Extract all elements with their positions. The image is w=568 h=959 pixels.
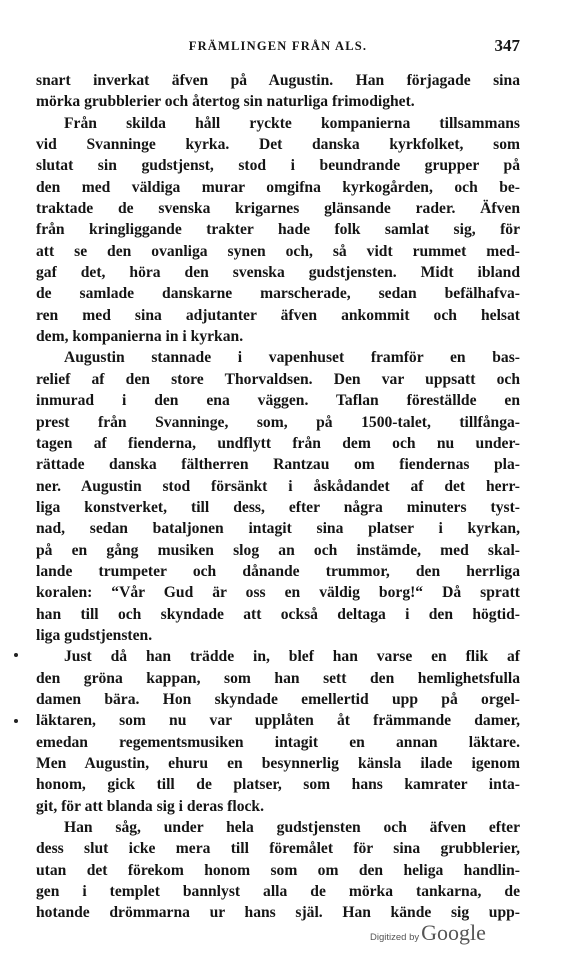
text-line: koralen: “Vår Gud är oss en väldig borg!“ Då spratt <box>36 584 520 602</box>
text-line: att se den ovanliga synen och, så vidt rummet med- <box>36 242 520 260</box>
text-line: rättade danska fältherren Rantzau om fiendernas pla- <box>36 456 520 474</box>
text-line: ner. Augustin stod försänkt i åskådandet af det herr- <box>36 477 520 495</box>
page-number: 347 <box>494 36 520 55</box>
text-line: Från skilda håll ryckte kompanierna tillsammans <box>64 114 520 132</box>
text-line: dess slut icke mera till föremålet för sina grubblerier, <box>36 840 520 858</box>
text-line: gaf det, höra den svenska gudstjensten. Midt ibland <box>36 264 520 282</box>
text-line: prest från Svanninge, som, på 1500-talet, tillfånga- <box>36 413 520 431</box>
text-line: Men Augustin, ehuru en besynnerlig känsla ilade igenom <box>36 755 520 772</box>
text-line: Han såg, under hela gudstjensten och äfven efter <box>64 819 520 837</box>
text-line: de samlade danskarne marscherade, sedan befälhafva- <box>36 285 520 303</box>
digitized-by-watermark <box>370 920 486 946</box>
text-line: lande trumpeter och dånande trummor, den herrliga <box>36 562 520 580</box>
digitized-label: Digitized by <box>370 932 420 943</box>
text-line: traktade de svenska krigarnes glänsande rader. Äfven <box>36 200 520 218</box>
text-line: liga gudstjensten. <box>36 626 153 644</box>
text-line: Just då han trädde in, blef han varse en flik af <box>64 648 520 666</box>
text-line: liga konstverket, till dess, efter några minuters tyst- <box>36 498 520 516</box>
text-line: dem, kompanierna in i kyrkan. <box>36 328 244 346</box>
text-line: tagen af fienderna, undflytt från dem och nu under- <box>36 434 520 452</box>
google-logo: Google <box>421 920 486 945</box>
text-line: vid Svanninge kyrka. Det danska kyrkfolket, som <box>36 136 520 154</box>
margin-speck <box>14 653 18 657</box>
text-line: slutat sin gudstjenst, stod i beundrande grupper på <box>36 157 520 175</box>
text-line: mörka grubblerier och återtog sin naturliga frimodighet. <box>36 93 415 111</box>
text-line: inmurad i den ena väggen. Taflan föreställde en <box>36 392 520 410</box>
margin-speck <box>14 719 18 723</box>
text-line: gen i templet bannlyst alla de mörka tankarna, de <box>36 883 520 901</box>
text-line: han till och skyndade att också deltaga i den högtid- <box>36 605 520 623</box>
text-line: den gröna kappan, som han sett den hemlighetsfulla <box>36 669 520 687</box>
text-line: den med väldiga murar omgifna kyrkogården, och be- <box>36 178 520 196</box>
text-line: damen bära. Hon skyndade emellertid upp på orgel- <box>36 690 520 708</box>
text-line: Augustin stannade i vapenhuset framför en bas- <box>64 349 520 367</box>
text-line: utan det förekom honom som om den heliga handlin- <box>36 861 520 879</box>
running-header <box>36 36 520 56</box>
text-line: relief af den store Thorvaldsen. Den var uppsatt och <box>36 370 520 388</box>
text-line: honom, gick till de platser, som hans kamrater inta- <box>36 776 520 794</box>
body-text <box>36 70 520 924</box>
text-line: på en gång musiken slog an och instämde, med skal- <box>36 541 520 559</box>
text-line: git, för att blanda sig i deras flock. <box>36 797 264 815</box>
text-line: från kringliggande trakter hade folk samlat sig, för <box>36 221 520 239</box>
text-line: snart inverkat äfven på Augustin. Han förjagade sina <box>36 72 520 89</box>
text-line: hotande drömmarna ur hans själ. Han kände sig upp- <box>36 904 520 922</box>
text-line: läktaren, som nu var upplåten åt främmande damer, <box>36 712 520 730</box>
text-line: nad, sedan bataljonen intagit sina platser i kyrkan, <box>36 520 520 538</box>
text-line: emedan regementsmusiken intagit en annan läktare. <box>36 733 520 751</box>
text-line: ren med sina adjutanter äfven ankommit och helsat <box>36 306 520 324</box>
running-title: FRÄMLINGEN FRÅN ALS. <box>188 39 368 53</box>
